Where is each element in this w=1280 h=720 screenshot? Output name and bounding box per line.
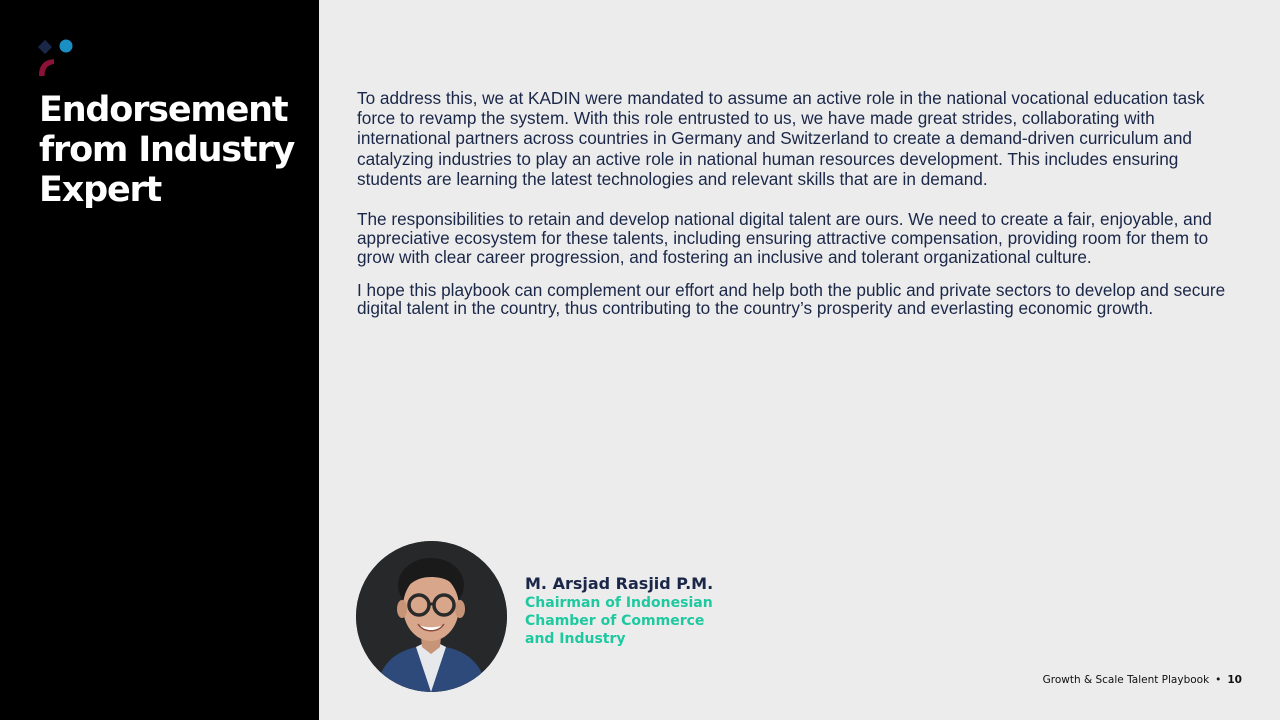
title-line: Expert bbox=[39, 170, 162, 210]
endorser-name: M. Arsjad Rasjid P.M. bbox=[525, 574, 714, 593]
role-line: and Industry bbox=[525, 631, 626, 647]
role-line: Chamber of Commerce bbox=[525, 613, 705, 629]
page-title bbox=[39, 90, 314, 210]
page-footer bbox=[1043, 673, 1242, 687]
portrait-photo bbox=[356, 541, 507, 692]
title-line: Endorsement bbox=[39, 90, 288, 130]
paragraph-3: I hope this playbook can complement our effort and help both the public and private sectors to develop and secure digital talent in the country, thus contributing to the country’s prosperity and everlasting economic growth. bbox=[357, 279, 1226, 319]
page-number: 10 bbox=[1227, 674, 1242, 686]
brand-logo-icon bbox=[36, 38, 76, 78]
endorser-role bbox=[525, 594, 725, 648]
footer-separator: • bbox=[1215, 674, 1222, 686]
portrait-illustration bbox=[356, 541, 507, 692]
publication-title: Growth & Scale Talent Playbook bbox=[1042, 674, 1210, 686]
paragraph-2: The responsibilities to retain and develop national digital talent are ours. We need to create a fair, enjoyable, and appreciative ecosystem for these talents, including ensuring attractive compensation, providing room for them to grow with clear career progression, and fostering an inclusive and tolerant organizational culture. bbox=[357, 209, 1212, 268]
role-line: Chairman of Indonesian bbox=[525, 595, 713, 611]
title-line: from Industry bbox=[39, 130, 295, 170]
endorsement-body bbox=[357, 88, 1245, 318]
paragraph-1: To address this, we at KADIN were mandated to assume an active role in the national vocational education task force to revamp the system. With this role entrusted to us, we have made great strides, collaborating with international partners across countries in Germany and Switzerland to create a demand-driven curriculum and catalyzing industries to play an active role in national human resources development. This includes ensuring students are learning the latest technologies and relevant skills that are in demand. bbox=[357, 88, 1205, 189]
sidebar-panel bbox=[0, 0, 319, 720]
